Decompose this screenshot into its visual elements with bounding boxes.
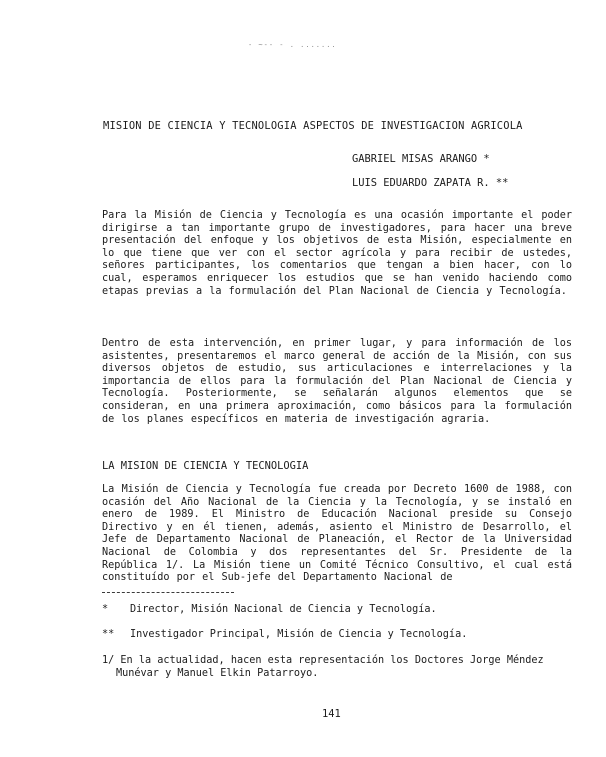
footnote-representatives: [102, 654, 576, 680]
footnote-divider: [102, 592, 234, 593]
footnote-mark: *: [102, 604, 109, 615]
author-misas: GABRIEL MISAS ARANGO *: [352, 153, 490, 165]
page-number: 141: [322, 708, 341, 720]
footnote-text: Investigador Principal, Misión de Ciencia y Tecnología.: [130, 629, 468, 640]
outline-paragraph: Dentro de esta intervención, en primer lugar, y para información de los asistentes, presentaremos el marco general de acción de la Misión, con sus diversos objetos de estudio, sus articulaciones e interrelaciones y la importancia de ellos para la formulación del Plan Nacional de Ciencia y Tecnología. Posteriormente, se señalarán algunos elementos que se consideran, en una primera aproximación, como básicos para la formulación de los planes específicos en materia de investigación agraria.: [102, 338, 572, 425]
footnote-mark: 1/: [102, 655, 115, 666]
author-zapata: LUIS EDUARDO ZAPATA R. **: [352, 177, 509, 189]
footnote-text: En la actualidad, hacen esta representación los Doctores Jorge Méndez Munévar y Manuel Elkin Patarroyo.: [116, 655, 544, 679]
section-heading: LA MISION DE CIENCIA Y TECNOLOGIA: [102, 460, 309, 472]
footnote-investigator: [102, 628, 576, 641]
document-title: MISION DE CIENCIA Y TECNOLOGIA ASPECTOS DE INVESTIGACION AGRICOLA: [103, 120, 523, 132]
footnote-mark: **: [102, 629, 115, 640]
footnote-director: [102, 603, 576, 616]
footnote-text: Director, Misión Nacional de Ciencia y Tecnología.: [130, 604, 437, 615]
intro-paragraph: Para la Misión de Ciencia y Tecnología es una ocasión importante el poder dirigirse a tan importante grupo de investigadores, para hacer una breve presentación del enfoque y los objetivos de esta Misión, especialmente en lo que tiene que ver con el sector agrícola y para recibir de ustedes, señores participantes, los comentarios que tengan a bien hacer, con lo cual, esperamos enriquecer los estudios que se han venido haciendo como etapas previas a la formulación del Plan Nacional de Ciencia y Tecnología.: [102, 210, 572, 297]
page-header-mark: - ~-- - . .......: [248, 41, 337, 49]
section-paragraph: La Misión de Ciencia y Tecnología fue creada por Decreto 1600 de 1988, con ocasión del Año Nacional de la Ciencia y la Tecnología, y se instaló en enero de 1989. El Ministro de Educación Nacional preside su Consejo Directivo y en él tienen, además, asiento el Ministro de Desarrollo, el Jefe de Departamento Nacional de Planeación, el Rector de la Universidad Nacional de Colombia y dos representantes del Sr. Presidente de la República 1/. La Misión tiene un Comité Técnico Consultivo, el cual está constituído por el Sub-jefe del Departamento Nacional de: [102, 484, 572, 584]
